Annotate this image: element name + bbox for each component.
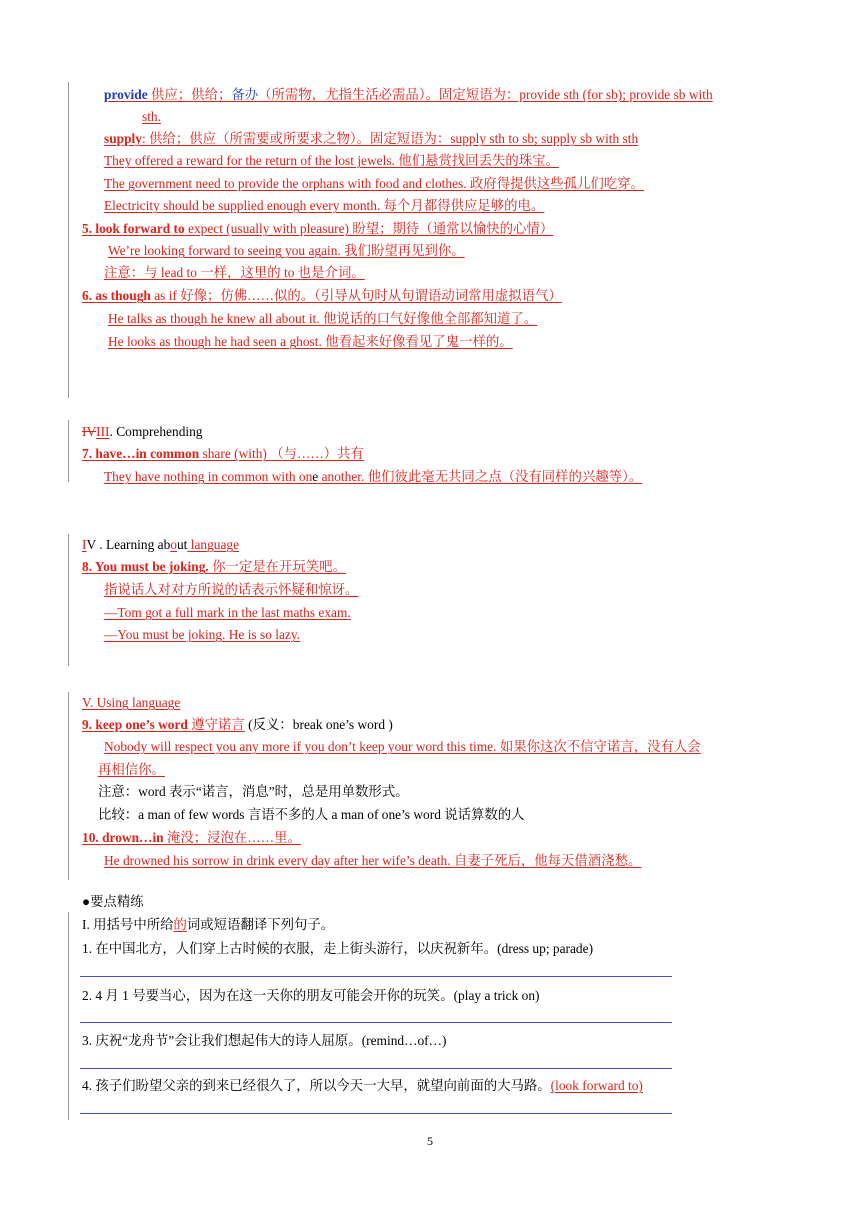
item-9-def: 遵守诺言 — [187, 717, 245, 732]
exercise-instruction: I. 用括号中所给的词或短语翻译下列句子。 — [82, 917, 335, 932]
item-8-def: 你一定是在开玩笑吧。 — [208, 559, 347, 574]
answer-line-4[interactable] — [80, 1113, 672, 1114]
item-10 — [82, 829, 301, 847]
provide-def-2: 备办 — [231, 87, 259, 102]
section-3-struck-number: IV — [82, 424, 97, 439]
item-9-compare: 比较：a man of few words 言语不多的人 a man of one’s word 说话算数的人 — [98, 807, 525, 822]
section-3-title: . Comprehending — [109, 424, 203, 439]
answer-line-1[interactable] — [80, 976, 672, 977]
question-4: 4. 孩子们盼望父亲的到来已经很久了，所以今天一大早，就望向前面的大马路。(look forward to) — [82, 1078, 643, 1093]
item-8-note: 指说话人对对方所说的话表示怀疑和惊讶。 — [104, 582, 359, 597]
provide-def-3: （所需物，尤指生活必需品）。固定短语为：provide sth (for sb); provide sb with — [258, 87, 713, 102]
item-8-dialog-1: —Tom got a full mark in the last maths exam. — [104, 605, 351, 620]
item-7-def: share (with) （与……）共有 — [199, 446, 364, 461]
revision-bar — [68, 912, 69, 1120]
item-10-example: He drowned his sorrow in drink every day after her wife’s death. 自妻子死后，他每天借酒浇愁。 — [104, 853, 642, 868]
provide-def-1: 供应；供给； — [147, 87, 232, 102]
item-6 — [82, 287, 562, 305]
revision-bar — [68, 534, 69, 666]
supply-def: : 供给；供应（所需要或所要求之物）。固定短语为：supply sth to sb; supply sb with sth — [141, 131, 639, 146]
page-number: 5 — [427, 1134, 433, 1148]
example-electricity: Electricity should be supplied enough every month. 每个月都得供应足够的电。 — [104, 198, 545, 213]
item-5-def: expect (usually with pleasure) 盼望；期待（通常以愉快的心情） — [184, 221, 554, 236]
section-5-heading: V. Using language — [82, 695, 181, 710]
item-10-head: 10. drown…in — [82, 830, 164, 845]
item-5-example: We’re looking forward to seeing you again. 我们盼望再见到你。 — [108, 243, 465, 258]
item-6-example-2: He looks as though he had seen a ghost. 他看起来好像看见了鬼一样的。 — [108, 334, 513, 349]
supply-headword: supply — [104, 131, 142, 146]
item-7-head: 7. have…in common — [82, 446, 200, 461]
item-8-dialog-2: —You must be joking. He is so lazy. — [104, 627, 301, 642]
item-9-note: 注意：word 表示“诺言，消息”时，总是用单数形式。 — [98, 784, 409, 799]
supply-entry — [82, 130, 638, 148]
item-5 — [82, 220, 553, 238]
item-9-head: 9. keep one’s word — [82, 717, 188, 732]
item-6-def: as if 好像；仿佛……似的。（引导从句时从句谓语动词常用虚拟语气） — [150, 288, 562, 303]
answer-line-2[interactable] — [80, 1022, 672, 1023]
revision-bar — [68, 82, 69, 398]
answer-line-3[interactable] — [80, 1068, 672, 1069]
question-3: 3. 庆祝“龙舟节”会让我们想起伟大的诗人屈原。(remind…of…) — [82, 1033, 447, 1048]
item-8 — [82, 558, 346, 576]
example-orphans: The government need to provide the orphans with food and clothes. 政府得提供这些孤儿们吃穿。 — [104, 176, 644, 191]
provide-def-cont: sth. — [142, 109, 161, 124]
item-9 — [82, 716, 393, 734]
item-9-antonym: (反义：break one’s word ) — [244, 717, 393, 732]
item-9-example-2: 再相信你。 — [98, 762, 165, 777]
item-7-example: They have nothing in common with one another. 他们彼此毫无共同之点（没有同样的兴趣等）。 — [104, 469, 643, 484]
item-10-def: 淹没；浸泡在……里。 — [163, 830, 301, 845]
item-6-example-1: He talks as though he knew all about it. 他说话的口气好像他全部都知道了。 — [108, 311, 538, 326]
question-2: 2. 4 月 1 号要当心，因为在这一天你的朋友可能会开你的玩笑。(play a trick on) — [82, 988, 540, 1003]
revision-bar — [68, 692, 69, 880]
example-reward: They offered a reward for the return of the lost jewels. 他们悬赏找回丢失的珠宝。 — [104, 153, 559, 168]
section-4-heading: IV . Learning about language — [82, 537, 240, 552]
section-3-heading — [82, 423, 203, 441]
question-1: 1. 在中国北方，人们穿上古时候的衣服，走上街头游行，以庆祝新年。(dress up; parade) — [82, 941, 594, 956]
provide-entry — [82, 86, 713, 104]
item-7 — [82, 445, 364, 463]
item-9-example-1: Nobody will respect you any more if you don’t keep your word this time. 如果你这次不信守诺言，没有人会 — [104, 739, 701, 754]
item-5-head: 5. look forward to — [82, 221, 185, 236]
item-8-head: 8. You must be joking. — [82, 559, 209, 574]
item-6-head: 6. as though — [82, 288, 151, 303]
section-3-number: III — [96, 424, 110, 439]
provide-headword: provide — [104, 87, 148, 102]
exercise-heading: ●要点精练 — [82, 894, 144, 909]
item-5-note: 注意：与 lead to 一样，这里的 to 也是介词。 — [104, 265, 365, 280]
revision-bar — [68, 420, 69, 482]
